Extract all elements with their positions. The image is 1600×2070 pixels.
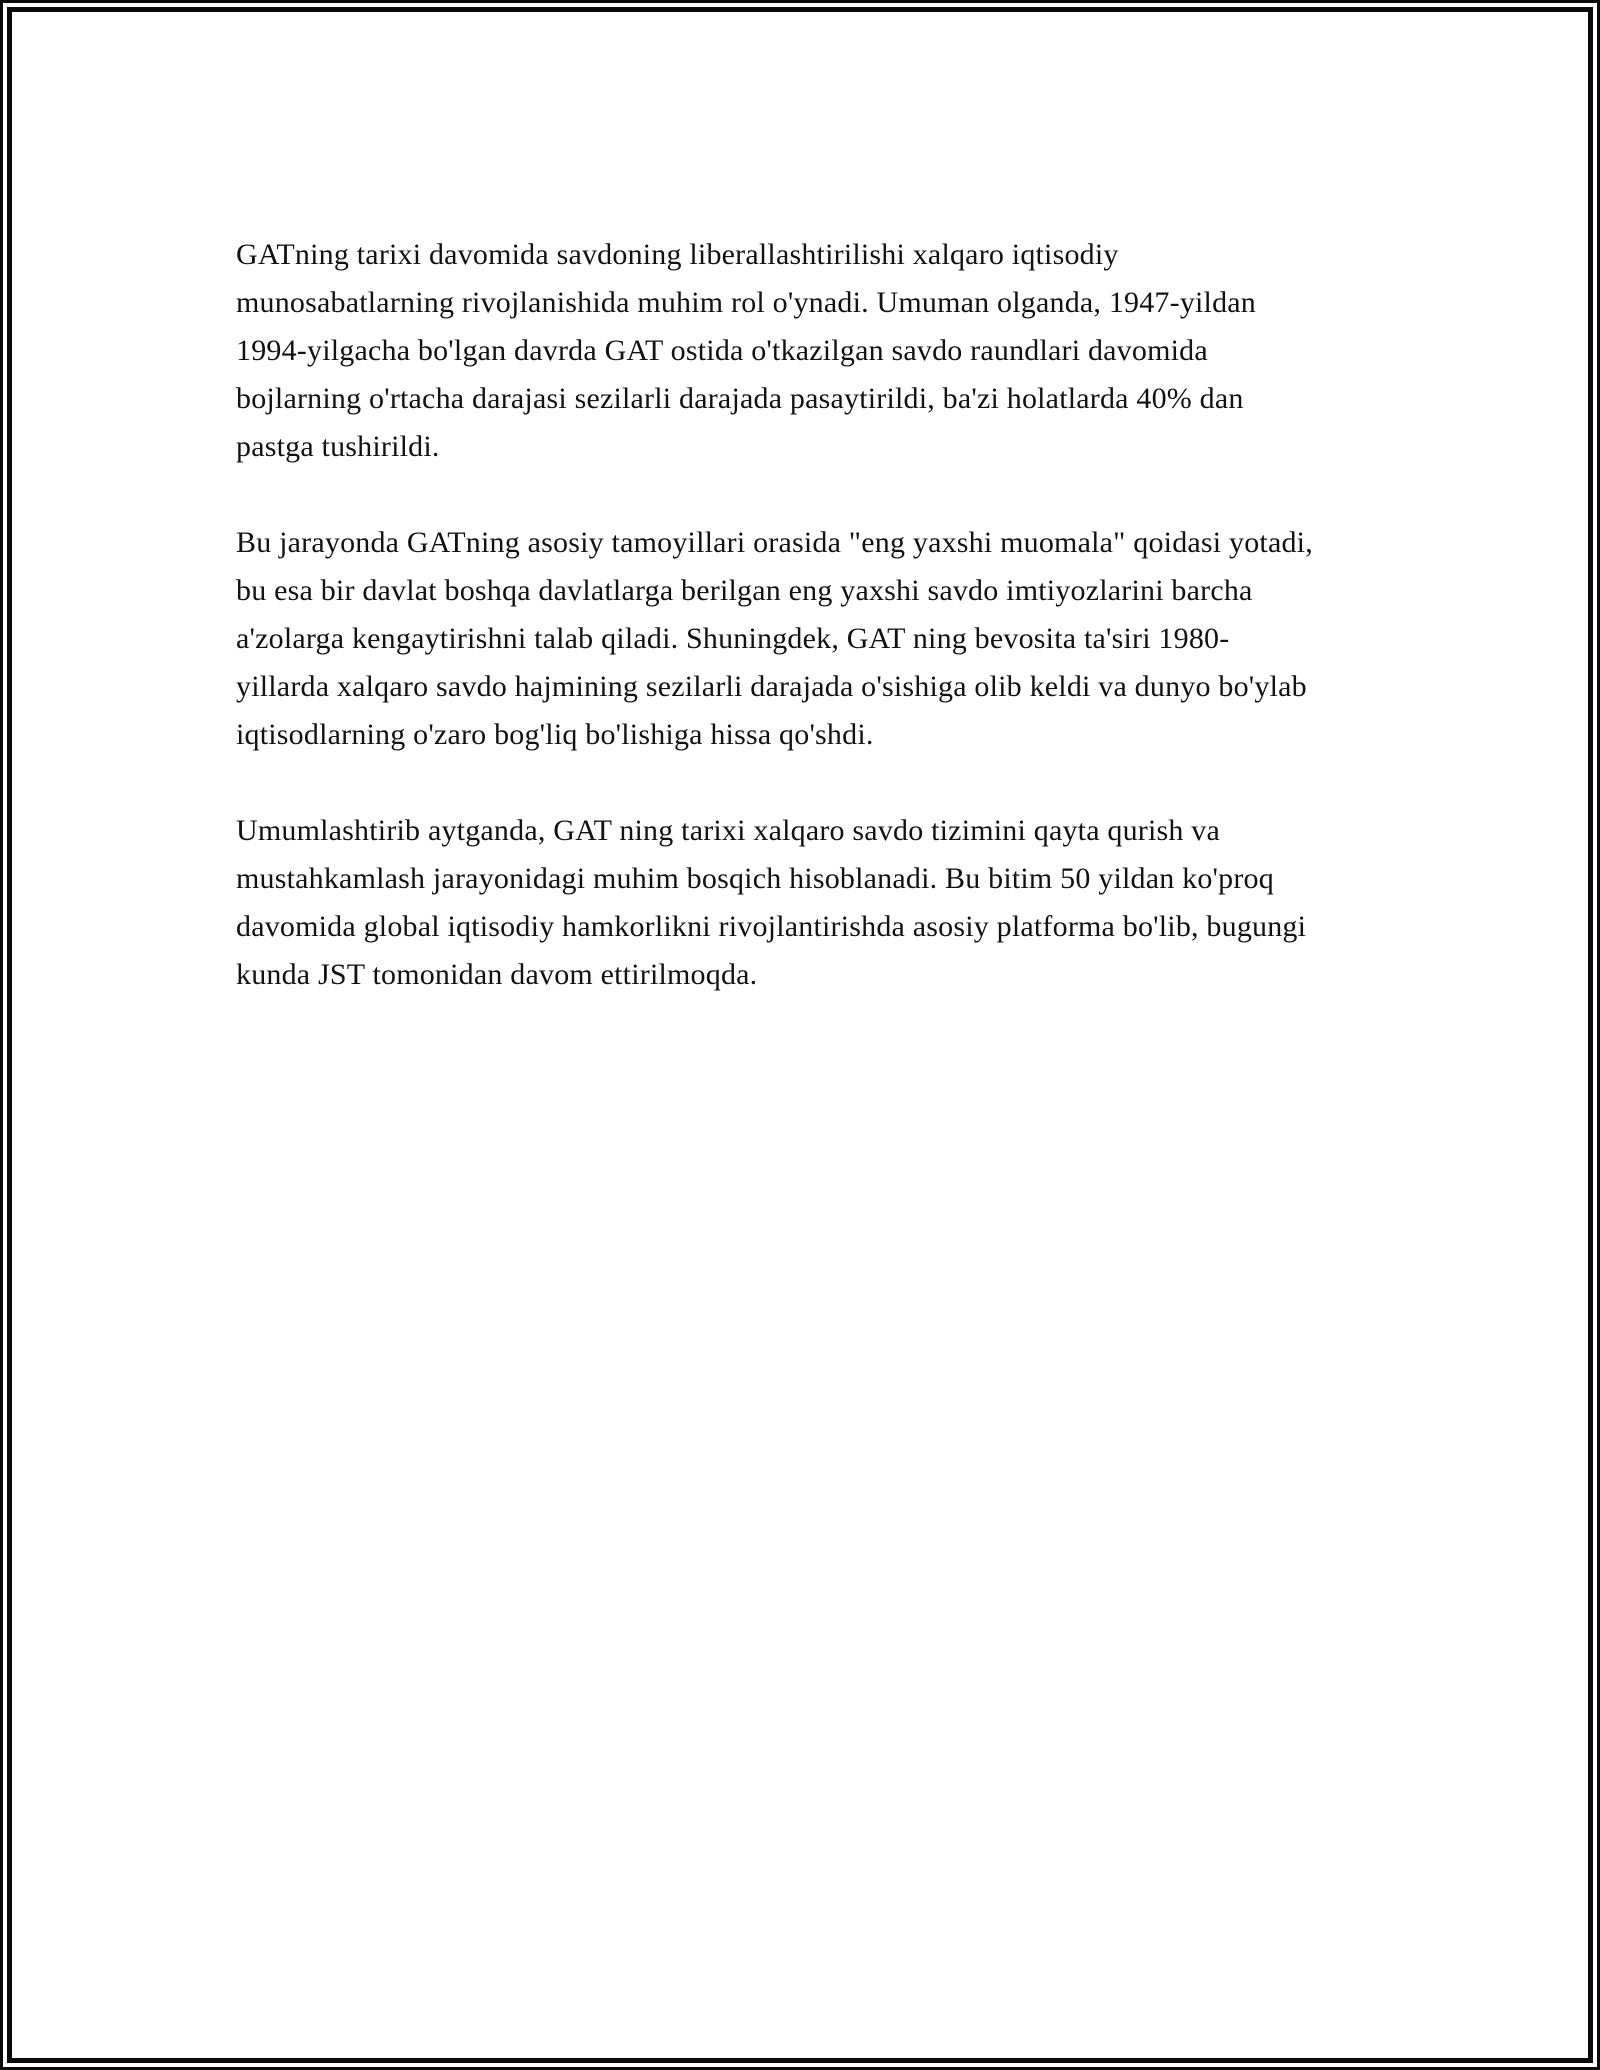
text-block: [236, 231, 1321, 999]
paragraph-gat-summary: Umumlashtirib aytganda, GAT ning tarixi xalqaro savdo tizimini qayta qurish va mustahkamlash jarayonidagi muhim bosqich hisoblanadi. Bu bitim 50 yildan ko'proq davomida global iqtisodiy hamkorlikni rivojlantirishda asosiy platforma bo'lib, bugungi kunda JST tomonidan davom ettirilmoqda.: [236, 814, 1307, 991]
paragraph-gat-principles: Bu jarayonda GATning asosiy tamoyillari orasida "eng yaxshi muomala" qoidasi yotadi, bu esa bir davlat boshqa davlatlarga berilgan eng yaxshi savdo imtiyozlarini barcha a'zolarga kengaytirishni talab qiladi. Shuningdek, GAT ning bevosita ta'siri 1980-yillarda xalqaro savdo hajmining sezilarli darajada o'sishiga olib keldi va dunyo bo'ylab iqtisodlarning o'zaro bog'liq bo'lishiga hissa qo'shdi.: [236, 526, 1313, 751]
paragraph-gat-history: GATning tarixi davomida savdoning liberallashtirilishi xalqaro iqtisodiy munosabatlarning rivojlanishida muhim rol o'ynadi. Umuman olganda, 1947-yildan 1994-yilgacha bo'lgan davrda GAT ostida o'tkazilgan savdo raundlari davomida bojlarning o'rtacha darajasi sezilarli darajada pasaytirildi, ba'zi holatlarda 40% dan pastga tushirildi.: [236, 238, 1256, 463]
